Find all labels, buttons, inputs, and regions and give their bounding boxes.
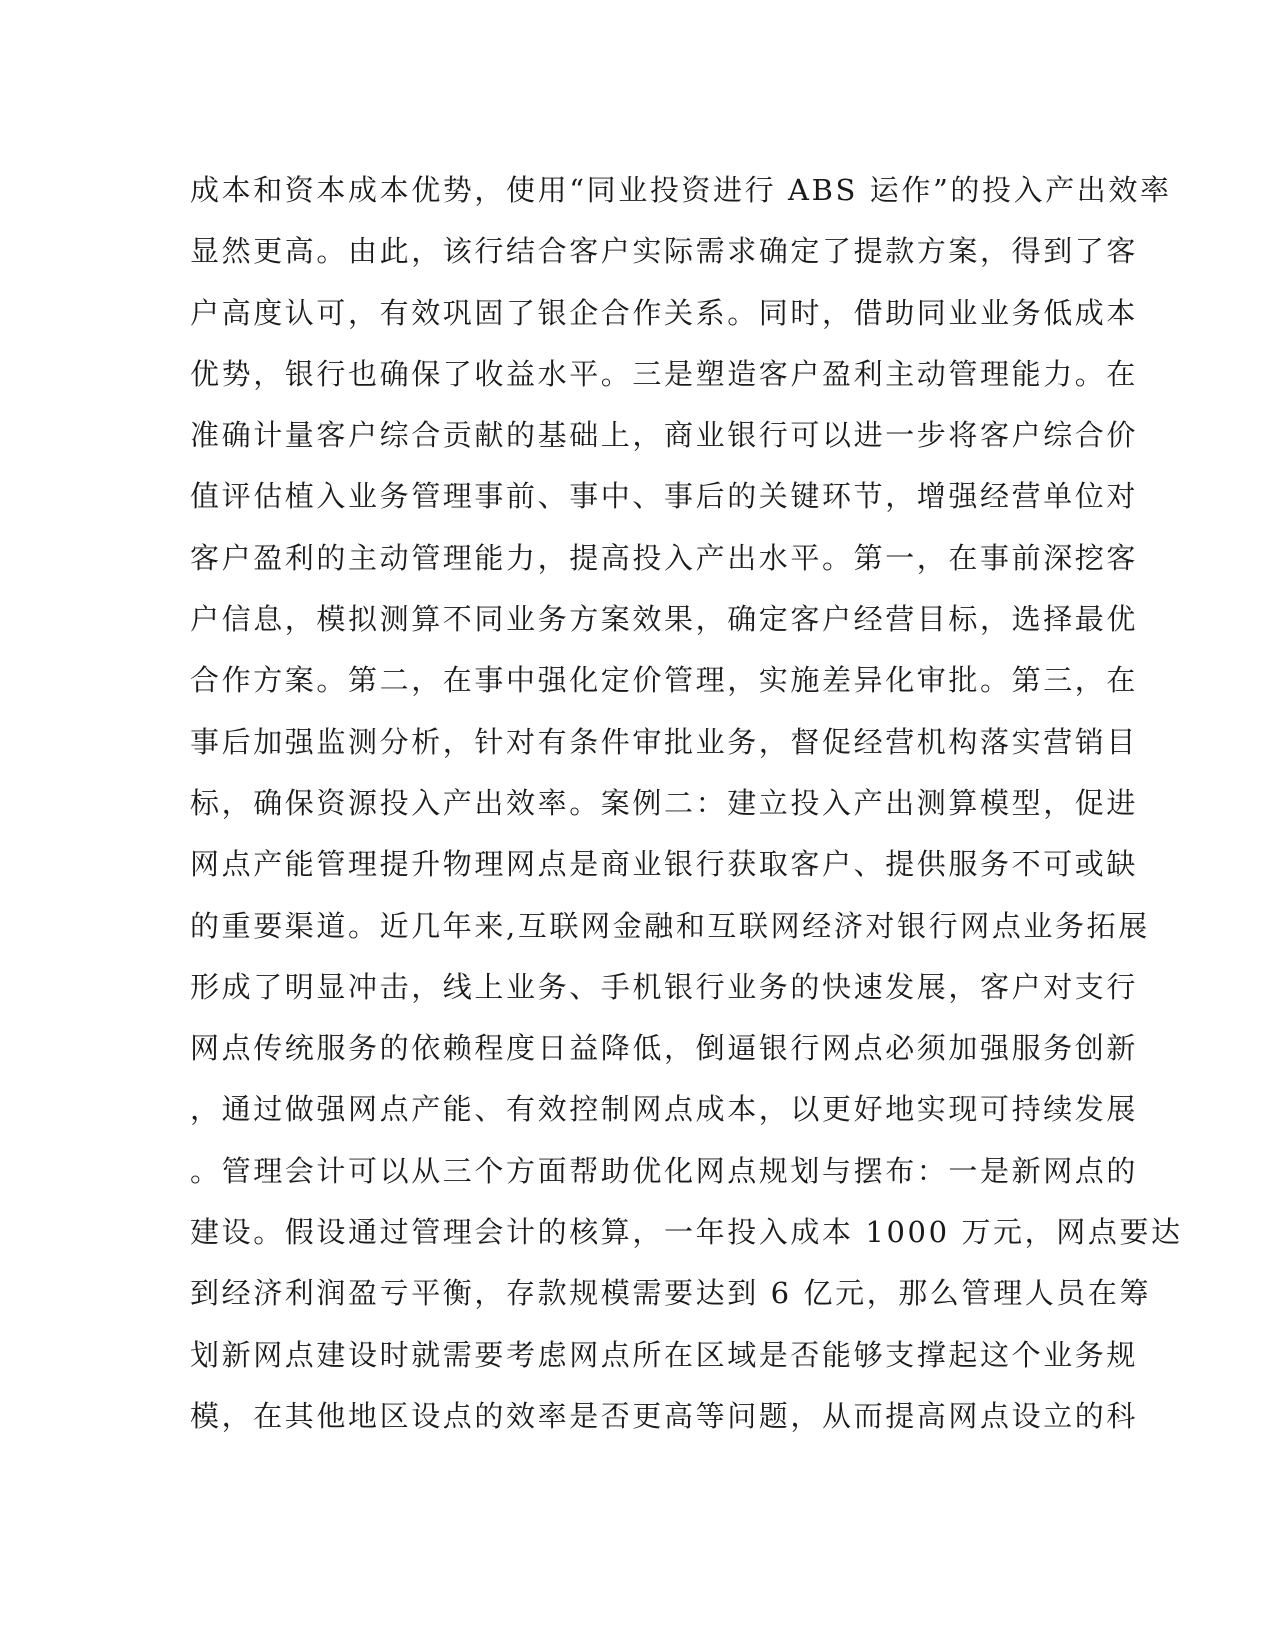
text-line-20: 划新网点建设时就需要考虑网点所在区域是否能够支撑起这个业务规 [190,1337,1139,1372]
text-line-3: 户高度认可，有效巩固了银企合作关系。同时，借助同业业务低成本 [190,295,1139,330]
text-line-15: 网点传统服务的依赖程度日益降低，倒逼银行网点必须加强服务创新 [190,1031,1139,1066]
text-line-1: 成本和资本成本优势，使用“同业投资进行 ABS 运作”的投入产出效率 [190,173,1172,207]
text-line-16: ，通过做强网点产能、有效控制网点成本，以更好地实现可持续发展 [190,1092,1139,1127]
text-line-9: 合作方案。第二，在事中强化定价管理，实施差异化审批。第三，在 [190,663,1139,698]
text-line-5: 准确计量客户综合贡献的基础上，商业银行可以进一步将客户综合价 [190,418,1139,453]
text-line-12: 网点产能管理提升物理网点是商业银行获取客户、提供服务不可或缺 [190,847,1139,882]
text-line-7: 客户盈利的主动管理能力，提高投入产出水平。第一，在事前深挖客 [190,540,1139,575]
text-line-2: 显然更高。由此，该行结合客户实际需求确定了提款方案，得到了客 [190,234,1139,269]
body-text [190,160,1183,1447]
text-line-4: 优势，银行也确保了收益水平。三是塑造客户盈利主动管理能力。在 [190,356,1139,391]
text-line-13: 的重要渠道。近几年来,互联网金融和互联网经济对银行网点业务拓展 [190,908,1150,943]
text-line-14: 形成了明显冲击，线上业务、手机银行业务的快速发展，客户对支行 [190,969,1139,1004]
text-line-6: 值评估植入业务管理事前、事中、事后的关键环节，增强经营单位对 [190,479,1139,514]
text-line-10: 事后加强监测分析，针对有条件审批业务，督促经营机构落实营销目 [190,724,1139,759]
text-line-11: 标，确保资源投入产出效率。案例二：建立投入产出测算模型，促进 [190,785,1139,820]
text-line-21: 模，在其他地区设点的效率是否更高等问题，从而提高网点设立的科 [190,1398,1139,1433]
text-line-17: 。管理会计可以从三个方面帮助优化网点规划与摆布：一是新网点的 [190,1153,1139,1188]
text-line-8: 户信息，模拟测算不同业务方案效果，确定客户经营目标，选择最优 [190,602,1139,637]
text-line-19: 到经济利润盈亏平衡，存款规模需要达到 6 亿元，那么管理人员在筹 [190,1276,1152,1311]
text-line-18: 建设。假设通过管理会计的核算，一年投入成本 1000 万元，网点要达 [190,1215,1183,1250]
